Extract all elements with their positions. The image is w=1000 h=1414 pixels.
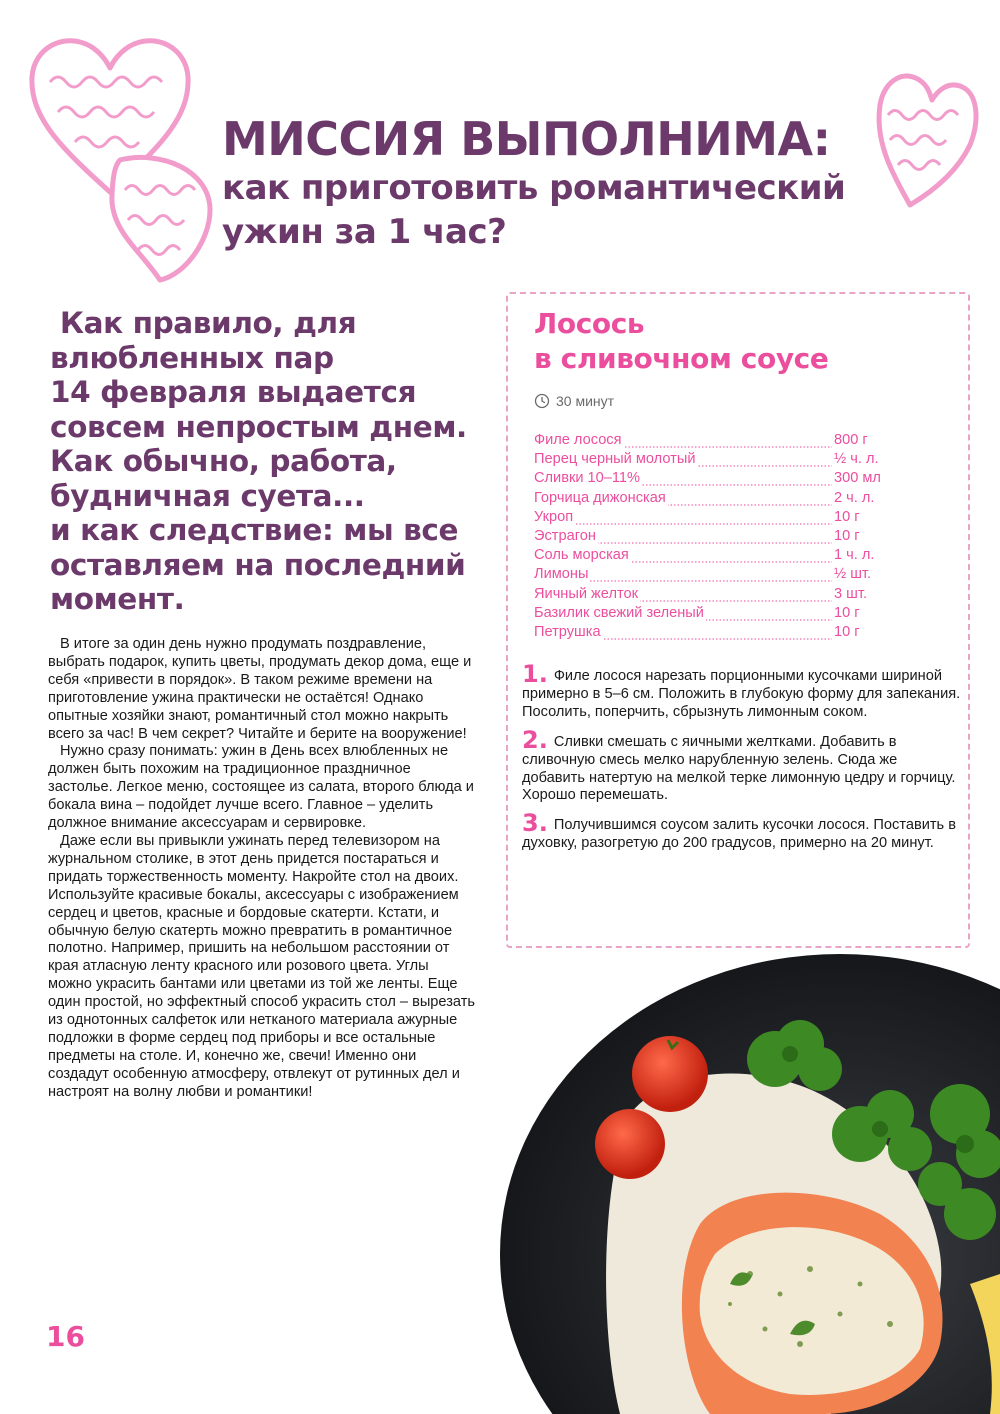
step-number: 3. <box>522 809 548 838</box>
ingredient-name: Сливки 10–11% <box>534 470 641 487</box>
title-subtitle-line-1: как приготовить романтический <box>222 168 846 208</box>
ingredient-name: Филе лосося <box>534 432 622 448</box>
lead-line: оставляем на последний <box>50 547 466 582</box>
article-body <box>48 636 476 1102</box>
article-paragraph: Нужно сразу понимать: ужин в День всех влюбленных не должен быть похожим на традиционное праздничное застолье. Легкое меню, состоящее из салата, второго блюда и бокала вина – подойдет лучше всего. Главное – уделить должное внимание аксессуарам и сервировке. <box>48 743 474 832</box>
ingredient-row <box>534 566 894 585</box>
cooking-time <box>534 393 614 409</box>
ingredient-name: Яичный желток <box>534 585 638 602</box>
recipe-title-line-1: Лосось <box>534 307 645 340</box>
ingredient-row <box>534 586 894 605</box>
ingredient-row <box>534 528 894 547</box>
step-text: Получившимся соусом залить кусочки лосося. Поставить в духовку, разогретую до 200 градусов, примерно на 20 минут. <box>522 817 956 852</box>
ingredient-name: Укроп <box>534 508 574 525</box>
ingredient-quantity: 1 ч. л. <box>834 547 875 564</box>
step-number: 1. <box>522 660 548 688</box>
ingredient-list <box>534 432 894 643</box>
ingredient-row <box>534 490 894 509</box>
ingredient-row <box>534 451 894 470</box>
salmon-dish-photo <box>500 954 1000 1414</box>
lead-line: Как правило, для <box>50 306 357 340</box>
ingredient-row <box>534 470 894 489</box>
step-number: 2. <box>522 725 548 754</box>
leader-dots <box>534 521 834 527</box>
recipe-title-line-2: в сливочном соусе <box>534 342 829 375</box>
article-paragraph: Даже если вы привыкли ужинать перед телевизором на журнальном столике, в этот день придется постараться и придать торжественность моменту. Накройте стол на двоих. Используйте красивые бокалы, аксессуары с изображением сердец и цветов, красные и бордовые скатерти. Кстати, и обычную белую скатерть можно превратить в романтичное полотно. Например, пришить на небольшом расстоянии от края атласную ленту красного или розового цвета. Углы можно украсить бантами или цветами из той же ленты. Еще один простой, но эффектный способ украсить стол – вырезать из однотонных салфеток или нетканого материала ажурные подложки в форме сердец под приборы и все остальные предметы на столе. И, конечно же, свечи! Именно они создадут особенную атмосферу, отвлекут от рутинных дел и настроят на волну любви и романтики! <box>48 832 475 1100</box>
page-number: 16 <box>46 1320 85 1353</box>
recipe-step <box>522 660 962 722</box>
ingredient-quantity: ½ ч. л. <box>834 451 879 468</box>
heart-doodle-tilted-icon <box>100 140 220 290</box>
ingredient-row <box>534 432 894 451</box>
recipe-title <box>534 306 954 376</box>
article-paragraph: В итоге за один день нужно продумать поздравление, выбрать подарок, купить цветы, продумать декор дома, еще и себя «привести в порядок». В таком режиме времени на приготовление ужина практически не остаётся! Однако опытные хозяйки знают, романтичный стол можно накрыть всего за час! В чем секрет? Читайте и берите на вооружение! <box>48 636 472 742</box>
lead-line: Как обычно, работа, <box>50 444 397 478</box>
ingredient-quantity: 10 г <box>834 604 860 621</box>
ingredient-row <box>534 624 894 643</box>
lead-line: момент. <box>50 582 185 616</box>
lead-line: совсем непростым днем. <box>50 409 467 444</box>
ingredient-name: Соль морская <box>534 547 629 564</box>
heart-doodle-right-icon <box>870 60 982 210</box>
ingredient-name: Петрушка <box>534 623 601 640</box>
ingredient-name: Лимоны <box>534 566 589 583</box>
page-title <box>222 112 862 254</box>
cooking-time-value: 30 минут <box>556 393 615 409</box>
ingredient-row <box>534 547 894 566</box>
ingredient-quantity: 10 г <box>834 508 860 525</box>
recipe-steps <box>522 660 962 863</box>
step-text: Сливки смешать с яичными желтками. Добавить в сливочную смесь мелко нарубленную зелень. Сюда же добавить натертую на мелкой терке лимонную цедру и горчицу. Хорошо перемешать. <box>522 733 956 804</box>
ingredient-quantity: ½ шт. <box>834 566 872 583</box>
ingredient-row <box>534 605 894 624</box>
recipe-step <box>522 725 962 806</box>
ingredient-quantity: 10 г <box>834 527 860 544</box>
ingredient-name: Горчица дижонская <box>534 489 666 506</box>
lead-line: 14 февраля выдается <box>50 375 417 409</box>
ingredient-name: Базилик свежий зеленый <box>534 604 704 621</box>
ingredient-quantity: 800 г <box>834 432 868 448</box>
title-main: МИССИЯ ВЫПОЛНИМА: <box>222 112 831 166</box>
lead-line: будничная суета... <box>50 478 365 513</box>
ingredient-quantity: 2 ч. л. <box>834 489 875 506</box>
ingredient-quantity: 10 г <box>834 623 860 640</box>
clock-icon <box>534 393 550 409</box>
ingredient-row <box>534 509 894 528</box>
step-text: Филе лосося нарезать порционными кусочками шириной примерно в 5–6 см. Положить в глубокую форму для запекания. Посолить, поперчить, сбрызнуть лимонным соком. <box>522 668 961 720</box>
lead-line: и как следствие: мы все <box>50 513 459 547</box>
lead-paragraph <box>50 306 470 617</box>
ingredient-quantity: 300 мл <box>834 470 881 487</box>
ingredient-quantity: 3 шт. <box>834 585 867 602</box>
title-subtitle-line-2: ужин за 1 час? <box>222 212 507 252</box>
lead-line: влюбленных пар <box>50 340 334 375</box>
ingredient-name: Эстрагон <box>534 527 596 544</box>
ingredient-name: Перец черный молотый <box>534 451 696 468</box>
recipe-step <box>522 809 962 853</box>
